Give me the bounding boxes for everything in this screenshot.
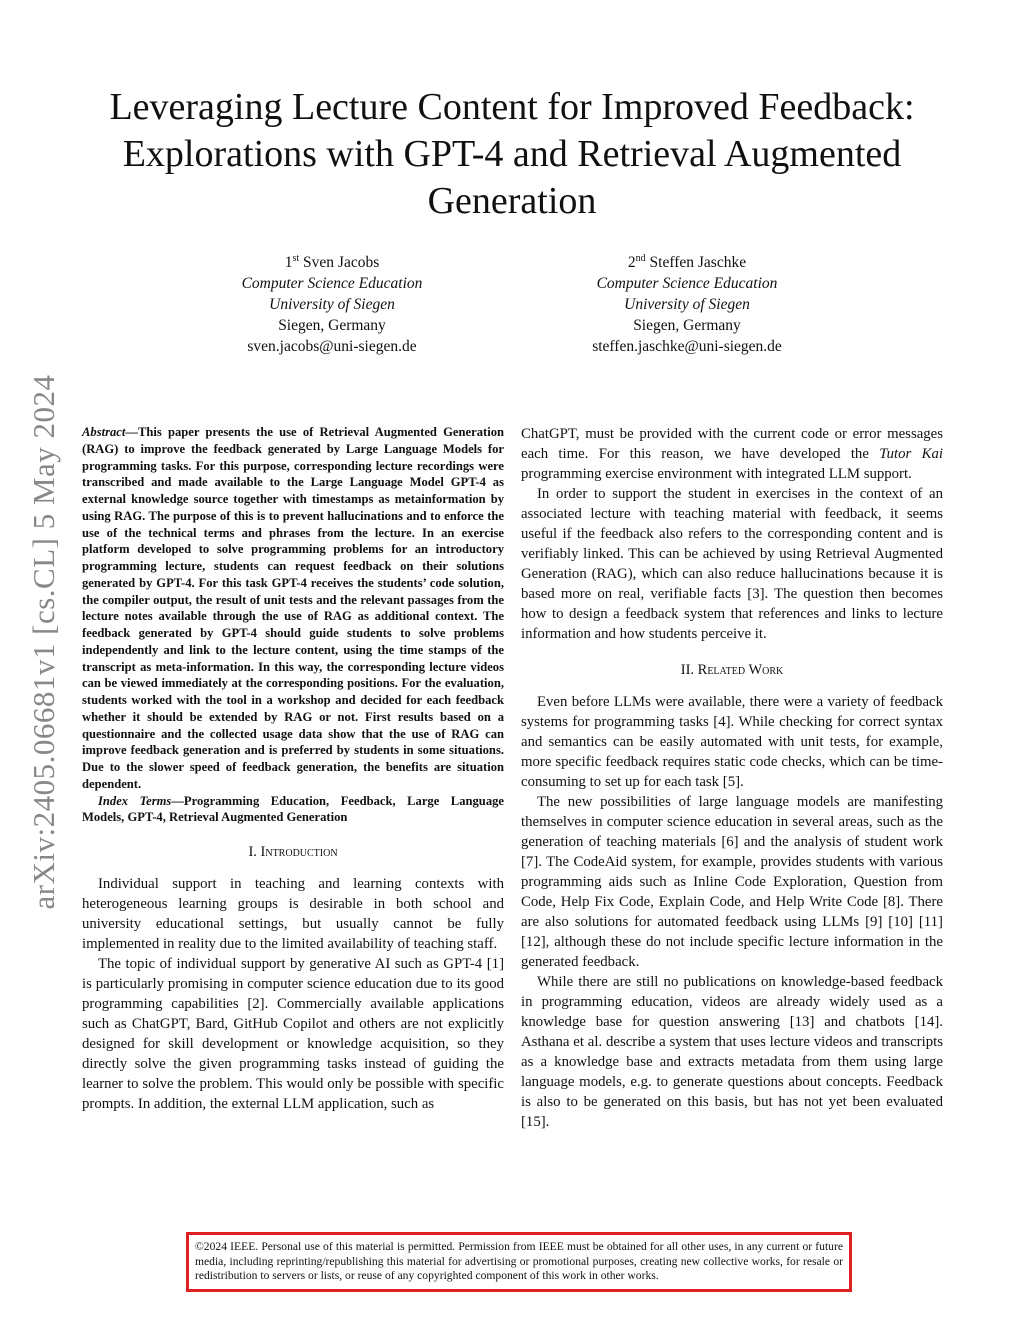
author-1-name-line <box>172 248 492 273</box>
index-terms <box>82 793 504 827</box>
abstract-text: —This paper presents the use of Retrieval Augmented Generation (RAG) to improve the feedback generated by Large Language Models for programming tasks. For this purpose, corresponding lecture recordings were transcribed and made available to the Large Language Model GPT-4 as external knowledge source together with timestamps as metainformation by using RAG. The purpose of this is to prevent hallucinations and to enforce the use of the technical terms and phrases from the lecture. In an exercise platform developed to solve programming problems for an introductory programming lecture, students can request feedback on their solutions generated by GPT-4. For this task GPT-4 receives the students’ code solution, the compiler output, the result of unit tests and the relevant passages from the lecture notes available through the use of RAG as additional context. The feedback generated by GPT-4 should guide students to solve problems independently and link to the lecture content, using the time stamps of the transcript as meta-information. In this way, the corresponding lecture videos can be viewed immediately at the corresponding positions. For the evaluation, students worked with the tool in a workshop and decided for each feedback whether it should be extended by RAG or not. First results based on a questionnaire and the collected usage data show that the use of RAG can improve feedback generation and is preferred by students in some situations. Due to the slower speed of feedback generation, the benefits are situation dependent. <box>82 425 504 791</box>
tutor-kai-name: Tutor Kai <box>879 446 943 462</box>
paper-title: Leveraging Lecture Content for Improved Feedback: Explorations with GPT-4 and Retrieval Augmented Generation <box>109 86 915 222</box>
author-1-name: Sven Jacobs <box>303 254 380 272</box>
continued-text-b: programming exercise environment with integrated LLM support. <box>521 466 912 482</box>
section-heading-introduction: I. Introduction <box>248 844 338 860</box>
author-2-dept: Computer Science Education <box>596 275 778 293</box>
author-1-email: sven.jacobs@uni-siegen.de <box>247 338 417 356</box>
arxiv-identifier: arXiv:2405.06681v1 [cs.CL] 5 May 2024 <box>26 374 61 910</box>
author-2-email: steffen.jaschke@uni-siegen.de <box>592 338 782 356</box>
related-paragraph-2: The new possibilities of large language models are manifesting themselves in computer science education in several areas, such as the generation of teaching materials [6] and the analysis of student work [7]. The CodeAid system, for example, provides students with various programming aids such as Inline Code Exploration, Question from Code, Help Fix Code, Explain Code, and Help Write Code [8]. There are also solutions for automated feedback using LLMs [9] [10] [11] [12], although these do not include specific lecture information in the generated feedback. <box>521 794 943 970</box>
copyright-notice: ©2024 IEEE. Personal use of this material is permitted. Permission from IEEE must be obtained for all other uses, in any current or future media, including reprinting/republishing this material for advertising or promotional purposes, creating new collective works, for resale or redistribution to servers or lists, or reuse of any copyrighted component of this work in other works. <box>186 1232 852 1292</box>
intro-paragraph-3: In order to support the student in exercises in the context of an associated lecture with teaching material with feedback, it seems useful if the feedback also refers to the corresponding content and is verifiably linked. This can be achieved by using Retrieval Augmented Generation (RAG), which can also reduce hallucinations because it is based more on real, verifiable facts [3]. The question then becomes how to design a feedback system that references and links to lecture information and how students perceive it. <box>521 486 943 642</box>
author-2-name-line <box>527 248 847 273</box>
author-2 <box>527 248 847 357</box>
intro-paragraph-continued <box>521 424 943 484</box>
author-1-location: Siegen, Germany <box>278 317 386 335</box>
section-heading-related-work: II. Related Work <box>680 662 784 678</box>
author-1 <box>172 248 492 357</box>
author-2-location: Siegen, Germany <box>633 317 741 335</box>
author-2-ordinal: 2 <box>627 254 636 272</box>
author-1-ordinal-suffix: st <box>292 253 300 264</box>
author-1-ordinal: 1 <box>284 254 293 272</box>
author-2-university: University of Siegen <box>624 296 750 314</box>
author-1-dept: Computer Science Education <box>241 275 423 293</box>
abstract-label: Abstract <box>82 425 126 439</box>
intro-paragraph-1: Individual support in teaching and learning contexts with heterogeneous learning groups is desirable in both school and university educational settings, but usually cannot be fully implemented in reality due to the limited availability of teaching staff. <box>82 876 504 952</box>
left-column <box>82 424 504 1114</box>
related-paragraph-1: Even before LLMs were available, there were a variety of feedback systems for programming tasks [4]. While checking for correct syntax and semantics can be easily automated with unit tests, for example, more specific feedback requires static code checks, which can be time-consuming to set up for each task [5]. <box>521 694 943 790</box>
related-paragraph-3: While there are still no publications on knowledge-based feedback in programming education, videos are already widely used as a knowledge base for question answering [13] and chatbots [14]. Asthana et al. describe a system that uses lecture videos and transcripts as a knowledge base and extracts metadata from them using large language models, e.g. to generate questions about concepts. Feedback is also to be generated on this basis, but has not yet been evaluated [15]. <box>521 974 943 1130</box>
continued-text-a: ChatGPT, must be provided with the current code or error messages each time. For this reason, we have developed the <box>521 426 943 462</box>
index-terms-label: Index Terms <box>98 793 172 808</box>
author-2-ordinal-suffix: nd <box>635 253 646 264</box>
abstract <box>82 424 504 793</box>
author-1-university: University of Siegen <box>269 296 395 314</box>
author-2-name: Steffen Jaschke <box>649 254 747 272</box>
index-terms-text: —Programming Education, Feedback, Large Language Models, GPT-4, Retrieval Augmented Generation <box>82 793 504 825</box>
intro-paragraph-2: The topic of individual support by generative AI such as GPT-4 [1] is particularly promising in computer science education due to its good programming capabilities [2]. Commercially available applications such as ChatGPT, Bard, GitHub Copilot and others are not explicitly designed for skill development or knowledge acquisition, so they directly solve the given programming tasks instead of guiding the learner to solve the problem. This would only be possible with specific prompts. In addition, the external LLM application, such as <box>82 956 504 1112</box>
right-column <box>521 424 943 1132</box>
